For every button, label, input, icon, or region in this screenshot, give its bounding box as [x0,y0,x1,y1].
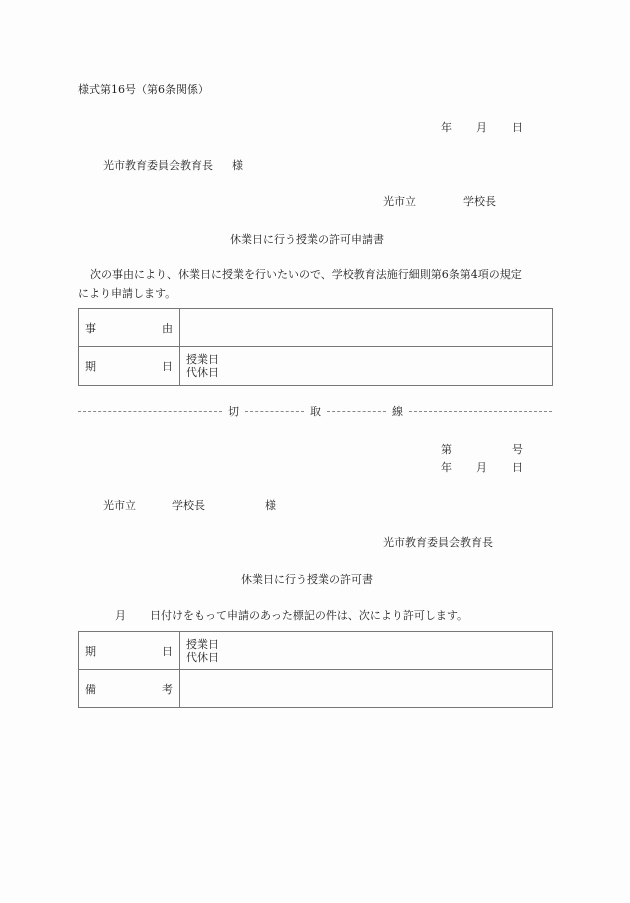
sender-title: 学校長 [463,195,496,208]
permit-title: 休業日に行う授業の許可書 [241,573,373,586]
label-right: 考 [162,682,173,696]
permit-body-text: 日付けをもって申請のあった標記の件は、次により許可します。 [150,609,469,622]
remarks-field[interactable] [180,670,553,708]
table-row-remarks [79,670,553,708]
reason-field[interactable] [180,309,553,347]
permit-body-month: 月 [115,609,126,622]
table-row-date [79,632,553,670]
label-right: 日 [162,644,173,658]
cut-char-2: 取 [310,405,321,418]
application-body-line2: により申請します。 [78,287,177,300]
number-suffix: 号 [512,443,523,456]
label-right: 日 [162,360,173,373]
date-field[interactable] [180,347,553,386]
date-field[interactable] [180,632,553,670]
addressee: 光市教育委員会教育長 [103,159,213,172]
permit-addressee-city: 光市立 [103,499,136,512]
class-day-label: 授業日 [186,637,219,651]
cut-line [78,404,552,418]
permit-issuer: 光市教育委員会教育長 [383,536,493,549]
cut-char-3: 線 [392,405,403,418]
label-left: 期 [85,360,96,373]
table-row-date [79,347,553,386]
label-left: 備 [85,682,96,696]
application-table [78,308,553,386]
number-prefix: 第 [441,443,452,456]
sender-city: 光市立 [383,195,416,208]
permit-addressee-title: 学校長 [172,499,205,512]
cut-char-1: 切 [228,405,239,418]
addressee-honorific: 様 [232,159,243,172]
day-label: 日 [512,461,523,474]
substitute-day-label: 代休日 [186,366,219,379]
permit-addressee-honorific: 様 [265,499,276,512]
permit-table [78,631,553,708]
form-number: 様式第16号（第6条関係） [78,83,209,96]
month-label: 月 [476,461,487,474]
table-row-reason [79,309,553,347]
day-label: 日 [512,121,523,134]
month-label: 月 [476,121,487,134]
label-left: 期 [85,644,96,658]
label-left: 事 [85,321,96,335]
label-right: 由 [162,321,173,335]
application-title: 休業日に行う授業の許可申請書 [230,233,384,246]
year-label: 年 [441,461,452,474]
application-body-line1: 次の事由により、休業日に授業を行いたいので、学校教育法施行細則第6条第4項の規定 [90,268,522,281]
substitute-day-label: 代休日 [186,650,219,664]
class-day-label: 授業日 [186,353,219,366]
year-label: 年 [441,121,452,134]
